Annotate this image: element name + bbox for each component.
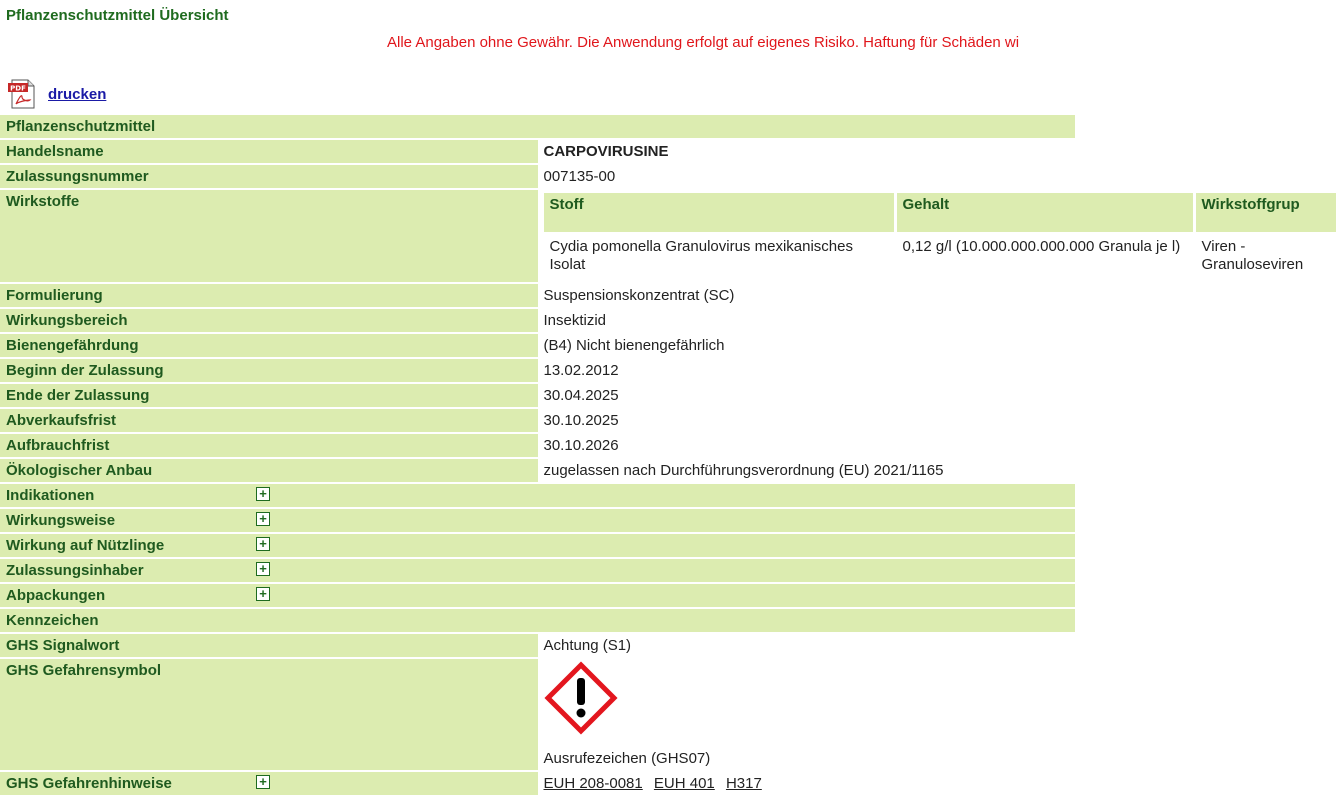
row-ghs-signalwort [0,634,1075,657]
label-wirkung-nuetzlinge [0,534,538,557]
row-handelsname [0,140,1075,163]
row-abpackungen [0,584,1075,607]
wirkungsweise-label: Wirkungsweise [6,512,116,529]
table-row [544,235,1336,277]
print-link[interactable]: drucken [48,85,107,103]
section-header-kennzeichen: Kennzeichen [0,609,1075,632]
zulassungsinhaber-label: Zulassungsinhaber [6,562,144,579]
wirkstoff-gruppe: Viren - Granuloseviren [1196,235,1336,277]
row-ende [0,384,1075,407]
row-aufbrauchfrist [0,434,1075,457]
label-zulassungsnummer: Zulassungsnummer [0,165,538,188]
row-zulassungsnummer [0,165,1075,188]
section-header-row [0,115,1075,138]
label-abpackungen [0,584,538,607]
label-oekologischer-anbau: Ökologischer Anbau [0,459,538,482]
value-zulassungsnummer: 007135-00 [538,165,1076,188]
print-row [6,78,106,110]
label-abverkaufsfrist: Abverkaufsfrist [0,409,538,432]
abpackungen-label: Abpackungen [6,587,106,604]
label-ende-zulassung: Ende der Zulassung [0,384,538,407]
row-zulassungsinhaber [0,559,1075,582]
hazard-link-euh401[interactable]: EUH 401 [653,775,715,792]
value-ende-zulassung: 30.04.2025 [538,384,1076,407]
label-wirkstoffe: Wirkstoffe [0,190,538,282]
value-oekologischer-anbau: zugelassen nach Durchführungsverordnung (EU) 2021/1165 [538,459,1076,482]
label-wirkungsbereich: Wirkungsbereich [0,309,538,332]
expand-ghs-gefahrenhinweise-icon[interactable]: + [256,775,270,789]
label-aufbrauchfrist: Aufbrauchfrist [0,434,538,457]
wirkstoffe-table [541,190,1339,280]
wirkstoffe-header-row [544,193,1336,232]
expand-wirkung-nuetzlinge-icon[interactable]: + [256,537,270,551]
ghs-gefahrenhinweise-label: GHS Gefahrenhinweise [6,775,172,792]
expand-indikationen-icon[interactable]: + [256,487,270,501]
label-wirkungsweise [0,509,538,532]
page-title: Pflanzenschutzmittel Übersicht [6,7,229,24]
value-ghs-signalwort: Achtung (S1) [538,634,1076,657]
value-ghs-gefahrenhinweise [538,772,1076,795]
row-indikationen [0,484,1075,507]
indikationen-label: Indikationen [6,487,95,504]
ghs-symbol-caption: Ausrufezeichen (GHS07) [543,750,711,767]
row-ghs-gefahrensymbol [0,659,1075,770]
value-wirkungsweise [538,509,1076,532]
row-wirkung-nuetzlinge [0,534,1075,557]
svg-text:PDF: PDF [10,84,26,93]
expand-zulassungsinhaber-icon[interactable]: + [256,562,270,576]
value-ghs-gefahrensymbol [538,659,1076,770]
label-beginn-zulassung: Beginn der Zulassung [0,359,538,382]
row-bienengefaehrdung [0,334,1075,357]
value-zulassungsinhaber [538,559,1076,582]
hazard-link-h317[interactable]: H317 [725,775,762,792]
row-beginn [0,359,1075,382]
label-ghs-gefahrensymbol: GHS Gefahrensymbol [0,659,538,770]
label-formulierung: Formulierung [0,284,538,307]
value-abverkaufsfrist: 30.10.2025 [538,409,1076,432]
label-bienengefaehrdung: Bienengefährdung [0,334,538,357]
label-indikationen [0,484,538,507]
value-wirkstoffe [538,190,1304,282]
value-indikationen [538,484,1076,507]
row-ghs-gefahrenhinweise [0,772,1075,795]
label-ghs-gefahrenhinweise [0,772,538,795]
section-header-pflanzenschutzmittel: Pflanzenschutzmittel [0,115,1075,138]
wirkstoff-stoff: Cydia pomonella Granulovirus mexikanisches Isolat [544,235,894,277]
value-abpackungen [538,584,1076,607]
label-handelsname: Handelsname [0,140,538,163]
value-handelsname: CARPOVIRUSINE [538,140,1076,163]
row-wirkstoffe [0,190,1075,282]
value-wirkung-nuetzlinge [538,534,1076,557]
value-formulierung: Suspensionskonzentrat (SC) [538,284,1076,307]
hazard-link-euh208[interactable]: EUH 208-0081 [543,775,643,792]
value-beginn-zulassung: 13.02.2012 [538,359,1076,382]
wirkstoff-gehalt: 0,12 g/l (10.000.000.000.000 Granula je l) [897,235,1193,277]
row-wirkungsweise [0,509,1075,532]
wirkstoffe-header-stoff: Stoff [544,193,894,232]
section-kennzeichen-row [0,609,1075,632]
value-wirkungsbereich: Insektizid [538,309,1076,332]
disclaimer-text: Alle Angaben ohne Gewähr. Die Anwendung erfolgt auf eigenes Risiko. Haftung für Schäden wi [387,34,1020,51]
wirkstoffe-header-gruppe: Wirkstoffgrup [1196,193,1336,232]
value-bienengefaehrdung: (B4) Nicht bienengefährlich [538,334,1076,357]
label-zulassungsinhaber [0,559,538,582]
label-ghs-signalwort: GHS Signalwort [0,634,538,657]
wirkung-nuetzlinge-label: Wirkung auf Nützlinge [6,537,165,554]
product-details-table [0,113,1304,797]
row-wirkungsbereich [0,309,1075,332]
pdf-icon[interactable] [6,78,38,110]
ghs07-exclamation-icon [544,661,618,735]
row-formulierung [0,284,1075,307]
expand-wirkungsweise-icon[interactable]: + [256,512,270,526]
row-abverkaufsfrist [0,409,1075,432]
value-aufbrauchfrist: 30.10.2026 [538,434,1076,457]
row-oekologischer-anbau [0,459,1075,482]
wirkstoffe-header-gehalt: Gehalt [897,193,1193,232]
expand-abpackungen-icon[interactable]: + [256,587,270,601]
